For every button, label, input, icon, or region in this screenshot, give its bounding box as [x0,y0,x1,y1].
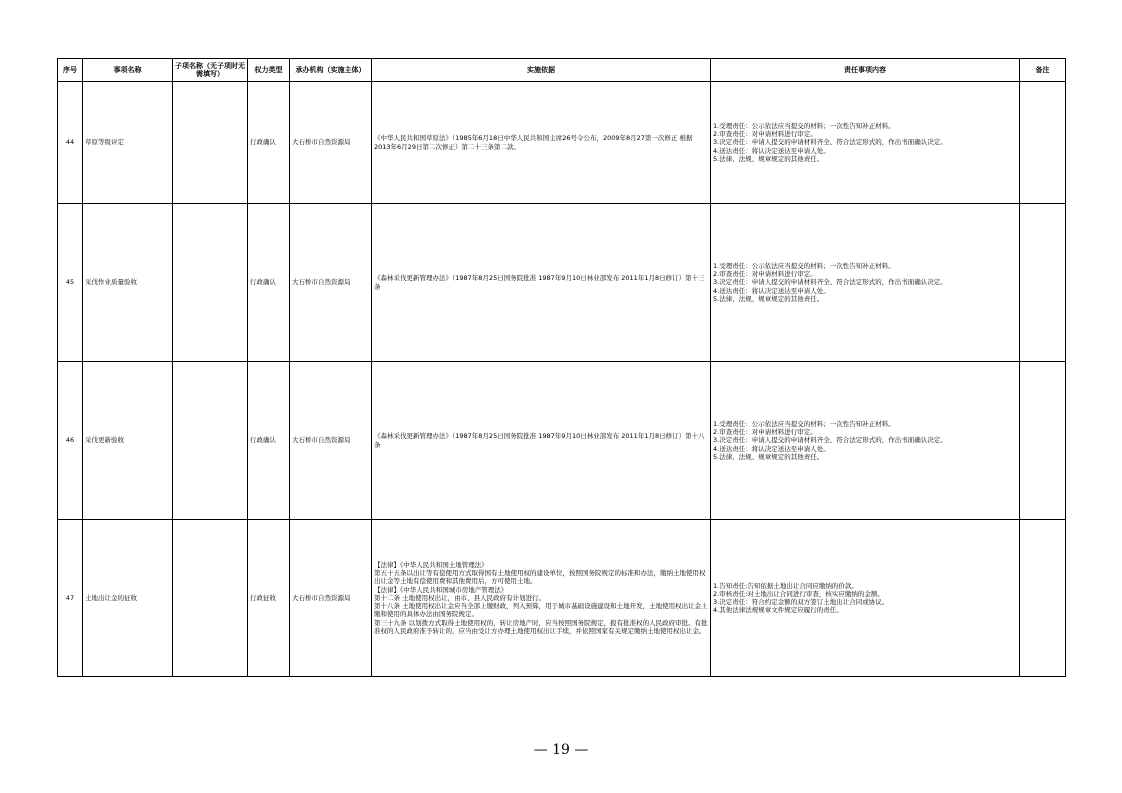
cell-seq: 44 [58,82,83,204]
basis-line: 第十二条 土地使用权出让，由市、县人民政府有计划进行。 [374,593,546,602]
cell-name: 采伐作业质量验收 [83,204,173,362]
cell-note [1020,82,1066,204]
cell-name: 采伐更新验收 [83,362,173,520]
table-header-row [58,59,1066,82]
cell-resp [711,362,1020,520]
cell-sub [173,82,248,204]
cell-org: 大石桥市自然资源局 [290,362,372,520]
cell-sub [173,204,248,362]
cell-basis [372,82,711,204]
cell-org: 大石桥市自然资源局 [290,204,372,362]
basis-line: 第十八条 土地使用权出让金应当全部上缴财政，列入预算，用于城市基础设施建设和土地开发，土地使用权出让金上缴和使用的具体办法由国务院规定。 [374,602,708,619]
basis-line: 第三十九条 以划拨方式取得土地使用权的，转让房地产时，应当按照国务院规定，报有批准权的人民政府审批。有批准权的人民政府准予转让的，应当由受让方办理土地使用权出让手续，并依照国家有关规定缴纳土地使用权出让金。 [374,618,708,635]
cell-type: 行政确认 [248,362,290,520]
cell-basis [372,204,711,362]
cell-seq: 45 [58,204,83,362]
cell-resp [711,82,1020,204]
responsibility-line: 4.送达责任：将认决定送达至申请人处。 [713,286,830,295]
power-list-table [57,58,1066,677]
page-number: — 19 — [533,742,589,758]
cell-note [1020,520,1066,677]
header-type: 权力类型 [248,59,290,82]
responsibility-line: 3.决定责任：申请人提交的申请材料齐全、符合法定形式的，作出书面确认决定。 [713,278,947,287]
header-name: 事项名称 [83,59,173,82]
basis-line: 【法律】《中华人民共和国城市房地产管理法》 [374,585,508,594]
responsibility-line: 3.决定责任：符合约定金额的双方签订土地出让合同或协议。 [713,598,889,606]
header-seq: 序号 [58,59,83,82]
cell-note [1020,204,1066,362]
cell-note [1020,362,1066,520]
cell-sub [173,362,248,520]
table-row [58,204,1066,362]
responsibility-line: 4.送达责任：将认决定送达至申请人处。 [713,146,830,155]
responsibility-line: 2.审查责任：对申请材料进行审定。 [713,130,817,139]
cell-org: 大石桥市自然资源局 [290,520,372,677]
table-row [58,520,1066,677]
responsibility-line: 5.法律、法规、规章规定的其他责任。 [713,452,824,461]
responsibility-line: 5.法律、法规、规章规定的其他责任。 [713,154,824,163]
basis-line: 《森林采伐更新管理办法》（1987年8月25日国务院批准 1987年9月10日林业部发布 2011年1月8日修订）第十三条 [374,274,705,291]
cell-basis [372,362,711,520]
responsibility-line: 1.受理责任：公示依法应当提交的材料；一次性告知补正材料。 [713,121,895,130]
basis-line: 《中华人民共和国草原法》（1985年6月18日中华人民共和国主席26号令公布，2009年8月27第一次修正 根据2013年6月29日第二次修正）第二十三条第二款。 [374,134,693,151]
cell-name: 土地出让金的征收 [83,520,173,677]
cell-sub [173,520,248,677]
cell-seq: 47 [58,520,83,677]
header-resp: 责任事项内容 [711,59,1020,82]
cell-basis [372,520,711,677]
cell-type: 行政征收 [248,520,290,677]
header-note: 备注 [1020,59,1066,82]
basis-line: 《森林采伐更新管理办法》（1987年8月25日国务院批准 1987年9月10日林业部发布 2011年1月8日修订）第十八条 [374,432,705,449]
basis-line: 【法律】《中华人民共和国土地管理法》 [374,561,488,570]
responsibility-line: 1.告知责任:告知依据土地出让合同应缴纳的价款。 [713,581,858,590]
responsibility-line: 2.审查责任：对申请材料进行审定。 [713,428,817,437]
responsibility-line: 2.审核责任:对土地出让合同进行审查，核实应缴纳的金额。 [713,589,884,598]
responsibility-line: 2.审查责任：对申请材料进行审定。 [713,270,817,279]
responsibility-line: 1.受理责任：公示依法应当提交的材料；一次性告知补正材料。 [713,419,895,428]
cell-org: 大石桥市自然资源局 [290,82,372,204]
table-row [58,362,1066,520]
responsibility-line: 3.决定责任：申请人提交的申请材料齐全、符合法定形式的，作出书面确认决定。 [713,436,947,445]
responsibility-line: 3.决定责任：申请人提交的申请材料齐全、符合法定形式的，作出书面确认决定。 [713,138,947,147]
header-basis: 实施依据 [372,59,711,82]
cell-resp [711,520,1020,677]
cell-resp [711,204,1020,362]
header-sub: 子项名称（无子项时无需填写） [173,59,248,82]
header-org: 承办机构（实施主体） [290,59,372,82]
responsibility-line: 1.受理责任：公示依法应当提交的材料；一次性告知补正材料。 [713,261,895,270]
cell-type: 行政确认 [248,82,290,204]
responsibility-line: 4.送达责任：将认决定送达至申请人处。 [713,444,830,453]
basis-line: 第五十五条以出让等有偿使用方式取得国有土地使用权的建设单位，按照国务院规定的标准和办法，缴纳土地使用权出让金等土地有偿使用费和其他费用后，方可使用土地。 [374,569,706,586]
cell-type: 行政确认 [248,204,290,362]
cell-name: 草原等级评定 [83,82,173,204]
responsibility-line: 5.法律、法规、规章规定的其他责任。 [713,294,824,303]
cell-seq: 46 [58,362,83,520]
table-row [58,82,1066,204]
responsibility-line: 4.其他法律法规规章文件规定应履行的责任。 [713,606,843,615]
